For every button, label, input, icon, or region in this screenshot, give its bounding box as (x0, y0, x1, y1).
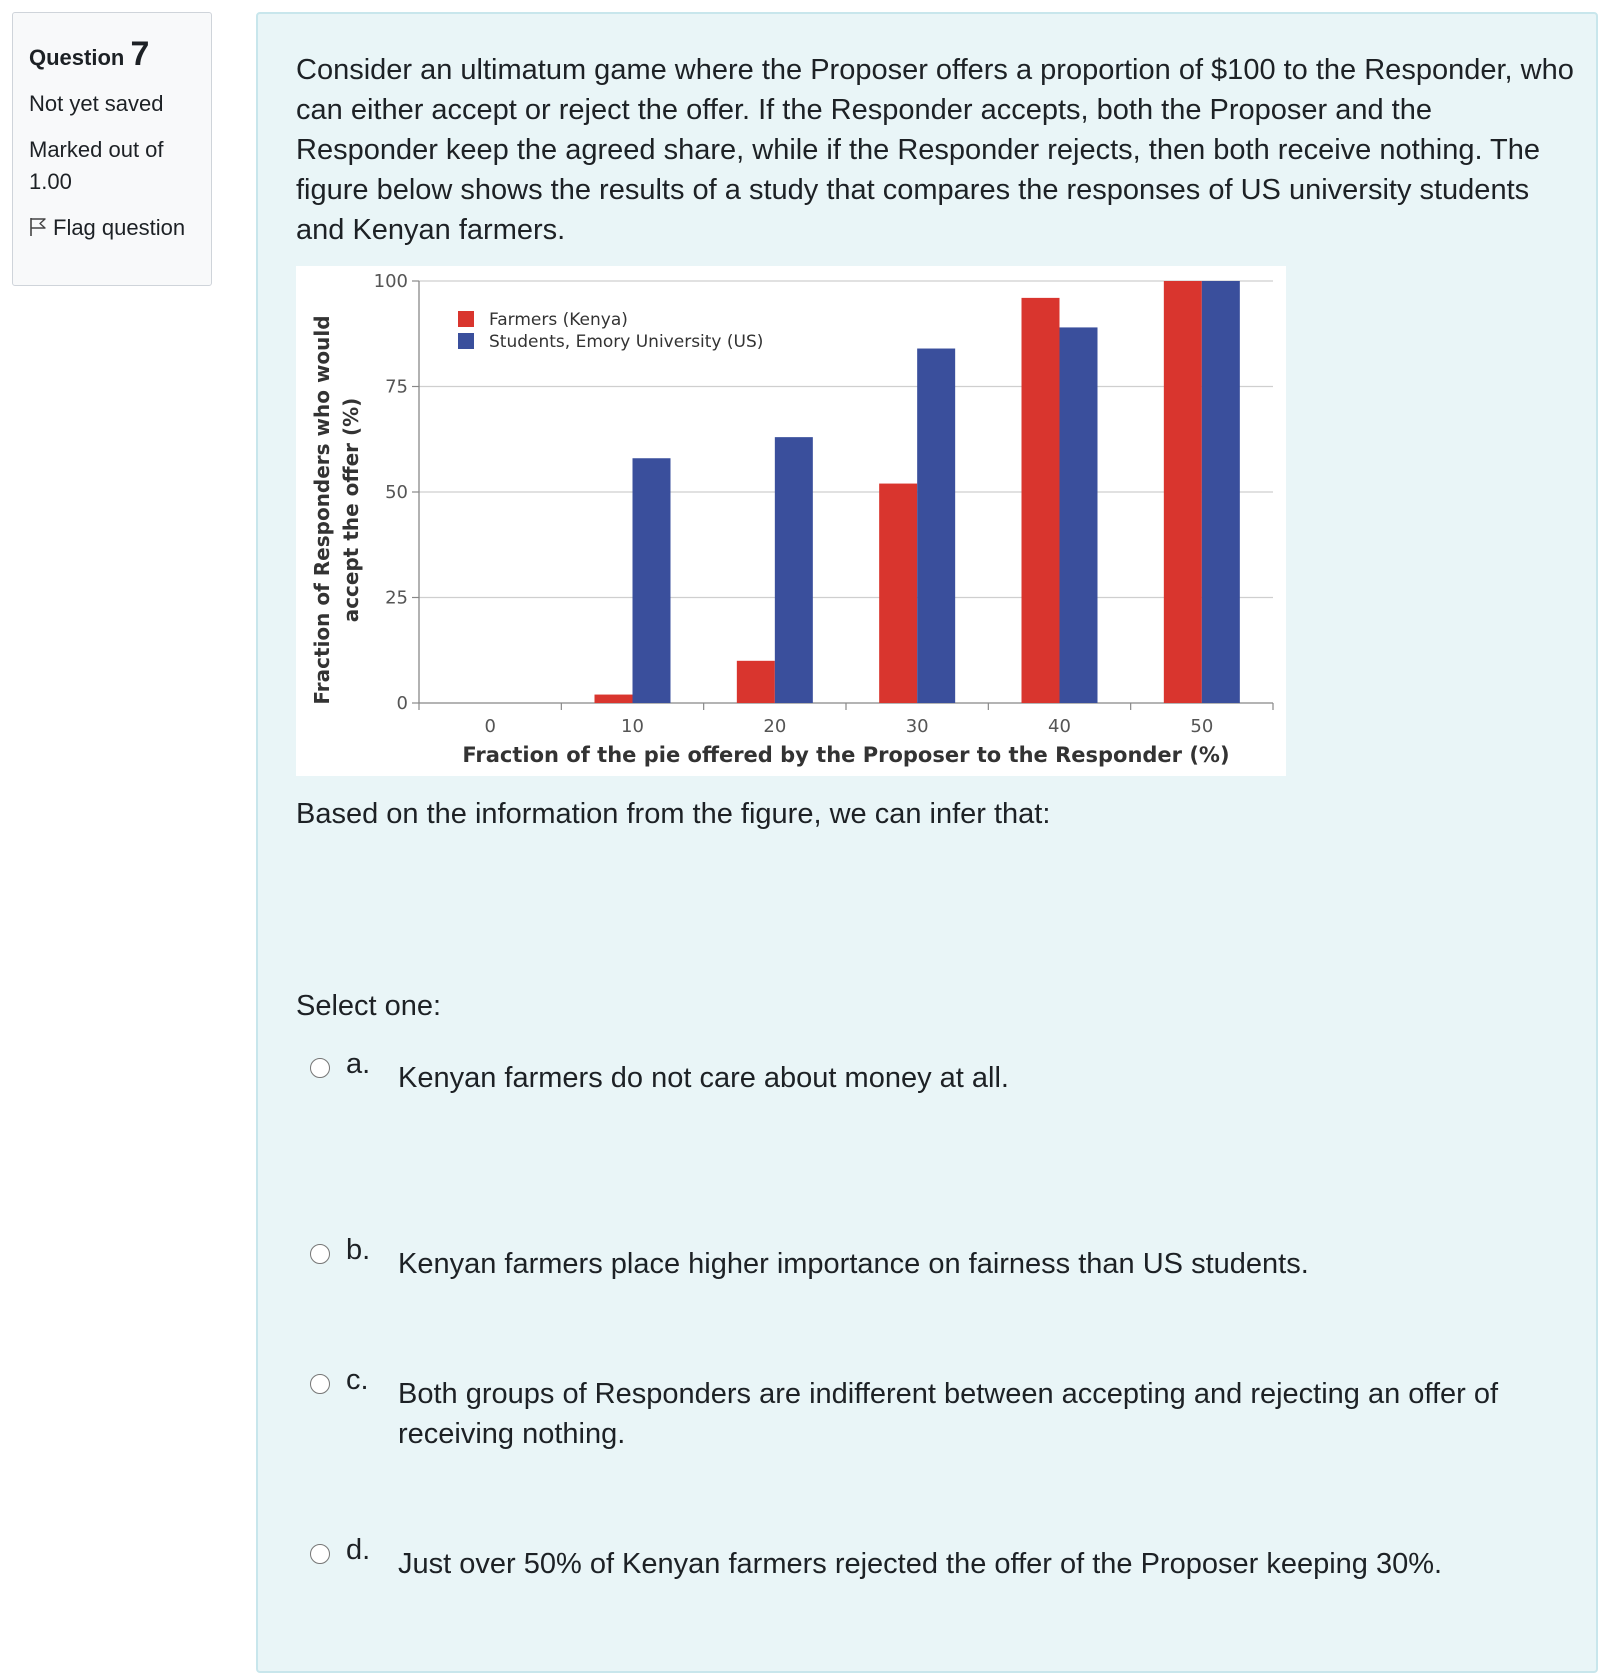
y-tick-label: 50 (385, 482, 408, 503)
question-label: Question (29, 45, 125, 70)
x-tick-label: 40 (1048, 716, 1071, 737)
option-c-radio[interactable] (310, 1374, 330, 1394)
option-b-radio[interactable] (310, 1244, 330, 1264)
bar-farmers-40 (1022, 298, 1060, 703)
y-axis-label-line1: Fraction of Responders who would (310, 315, 334, 705)
bar-chart (296, 266, 1286, 776)
option-c-letter: c. (346, 1364, 369, 1396)
x-tick-label: 10 (621, 716, 644, 737)
legend-swatch-farmers (458, 311, 474, 327)
infer-prompt: Based on the information from the figure, we can infer that: (296, 798, 1051, 830)
bar-students-10 (633, 458, 671, 703)
question-number (29, 35, 195, 74)
bar-students-50 (1202, 281, 1240, 703)
option-d-letter: d. (346, 1534, 371, 1566)
y-tick-label: 75 (385, 376, 408, 398)
flag-question-link[interactable] (29, 212, 195, 244)
question-content (256, 12, 1598, 1673)
option-d-radio[interactable] (310, 1544, 330, 1564)
grade-info: Marked out of 1.00 (29, 137, 164, 194)
bar-farmers-10 (595, 695, 633, 703)
option-a-radio[interactable] (310, 1058, 330, 1078)
option-a-text: Kenyan farmers do not care about money at all. (398, 1062, 1009, 1094)
bar-farmers-20 (737, 661, 775, 703)
bar-farmers-50 (1164, 281, 1202, 703)
bar-students-20 (775, 437, 813, 703)
question-info-panel (12, 12, 212, 286)
option-d-text: Just over 50% of Kenyan farmers rejected the offer of the Proposer keeping 30%. (398, 1548, 1443, 1580)
question-number-value: 7 (130, 35, 150, 73)
y-tick-label: 100 (373, 271, 408, 292)
select-one-label: Select one: (296, 990, 442, 1022)
question-text: Consider an ultimatum game where the Proposer offers a proportion of $100 to the Responder, who can either accept or reject the offer. If the Responder accepts, both the Proposer and the Responder keep the agreed share, while if the Responder rejects, then both receive nothing. The figure below shows the results of a study that compares the responses of US university students and Kenyan farmers. (296, 54, 1574, 246)
flag-question-label: Flag question (53, 215, 186, 240)
y-tick-label: 0 (396, 693, 408, 714)
option-b-letter: b. (346, 1234, 371, 1266)
legend-swatch-students (458, 333, 474, 349)
legend-label-farmers: Farmers (Kenya) (489, 310, 628, 330)
option-b-text: Kenyan farmers place higher importance on fairness than US students. (398, 1248, 1309, 1280)
chart-svg (296, 266, 1286, 776)
y-axis-label-line2: accept the offer (%) (339, 397, 363, 623)
bar-students-40 (1060, 327, 1098, 703)
legend-label-students: Students, Emory University (US) (489, 332, 764, 352)
bar-farmers-30 (879, 484, 917, 703)
x-tick-label: 0 (484, 716, 496, 737)
option-c-text: Both groups of Responders are indifferent between accepting and rejecting an offer of receiving nothing. (398, 1378, 1499, 1450)
x-axis-label: Fraction of the pie offered by the Proposer to the Responder (%) (462, 743, 1230, 767)
y-tick-label: 25 (385, 587, 408, 609)
x-tick-label: 50 (1190, 716, 1214, 737)
save-state: Not yet saved (29, 91, 164, 116)
x-tick-label: 30 (905, 716, 929, 737)
bar-students-30 (917, 349, 955, 703)
x-tick-label: 20 (763, 716, 787, 737)
option-a-letter: a. (346, 1048, 371, 1080)
flag-icon (29, 217, 47, 237)
